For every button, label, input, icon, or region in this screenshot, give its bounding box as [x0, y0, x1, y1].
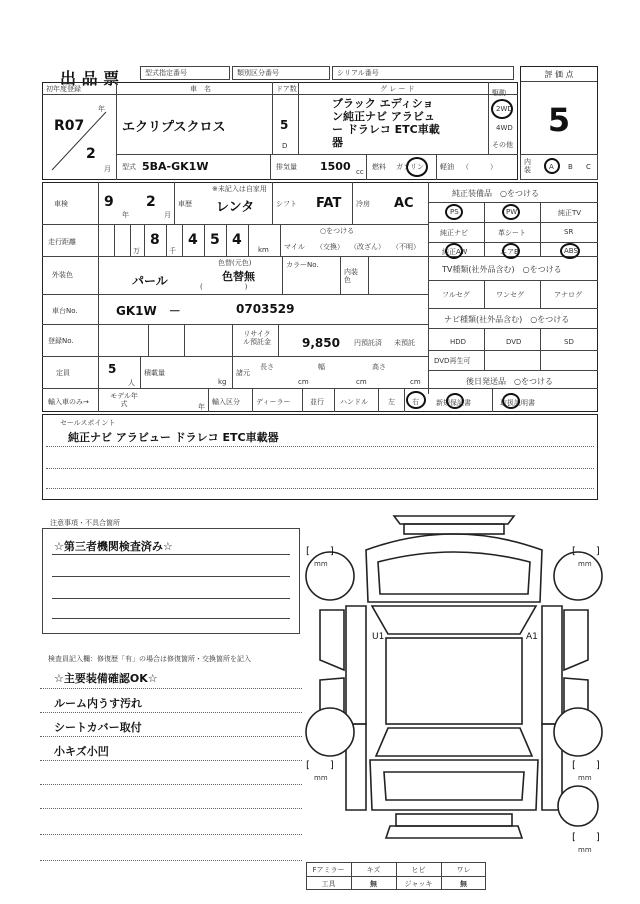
warranty-circle [446, 393, 464, 409]
reg-year: R07 [54, 118, 85, 134]
reg-month: 2 [86, 146, 96, 162]
shift-value: FAT [316, 196, 342, 211]
field-serial: シリアル番号 [332, 66, 514, 80]
score-value: 5 [547, 101, 571, 139]
shaken-year: 9 [104, 194, 114, 210]
drive-circle [491, 99, 513, 119]
manual-circle [502, 393, 520, 409]
sales-point-text: 純正ナビ アラビュー ドラレコ ETC車載器 [68, 431, 279, 444]
airbag-circle [502, 243, 520, 259]
doors-value: 5 [280, 118, 289, 132]
mileage-digit-3: 5 [210, 232, 220, 248]
shaken-month: 2 [146, 194, 156, 210]
inspector-label: 検査員記入欄：修復歴「有」の場合は修復箇所・交換箇所を記入 [48, 655, 251, 663]
field-category: 類別区分番号 [232, 66, 330, 80]
model-code: 5BA-GK1W [142, 160, 209, 173]
chassis-number: 0703529 [236, 302, 295, 316]
car-damage-diagram [300, 510, 610, 860]
caution-line-1: ☆第三者機関検査済み☆ [54, 540, 173, 553]
inspector-line-4: 小キズ小凹 [54, 745, 109, 758]
inspector-line-2: ルーム内うす汚れ [54, 697, 142, 710]
caution-label: 注意事項・不具合箇所 [50, 519, 120, 527]
vehicle-name: エクリプスクロス [122, 120, 226, 135]
field-type-approval: 型式指定番号 [140, 66, 230, 80]
grade-text: ブラック エディショ ン純正ナビ アラビュ ー ドラレコ ETC車載 器 [332, 97, 440, 149]
bracket-fr: [ ] [572, 546, 600, 557]
interior-circle [544, 158, 560, 174]
chassis-prefix: GK1W － [116, 304, 181, 318]
handle-circle [406, 391, 426, 409]
color-change: 色替無 [222, 270, 255, 283]
inspector-line-1: ☆主要装備確認OK☆ [54, 672, 158, 685]
history-value: レンタ [216, 200, 255, 215]
recycle-amount: 9,850 [302, 336, 340, 350]
abs-circle [560, 243, 580, 259]
ps-circle [445, 204, 463, 220]
bracket-rr: [ ] [572, 760, 600, 771]
bracket-fl: [ ] [306, 546, 334, 557]
pw-circle [502, 204, 520, 220]
score-label: 評 価 点 [544, 70, 574, 79]
drive-2wd: 2WD [496, 105, 513, 113]
ac-value: AC [394, 196, 414, 211]
exterior-color: パール [132, 274, 168, 288]
capacity: 5 [108, 362, 117, 376]
mileage-digit-2: 4 [188, 232, 198, 248]
inspector-line-3: シートカバー取付 [54, 721, 142, 734]
form-title: 出 品 票 [60, 69, 120, 88]
fuel-circle [406, 157, 428, 177]
displacement: 1500 [320, 160, 351, 173]
mark-a1: A1 [526, 632, 538, 642]
mileage-digit-4: 4 [232, 232, 242, 248]
bracket-rl: [ ] [306, 760, 334, 771]
mark-u1: U1 [372, 632, 385, 642]
reg-slash [42, 94, 116, 180]
bracket-spare: [ ] [572, 832, 600, 843]
aw-circle [445, 243, 463, 259]
mileage-digit-1: 8 [150, 232, 160, 248]
